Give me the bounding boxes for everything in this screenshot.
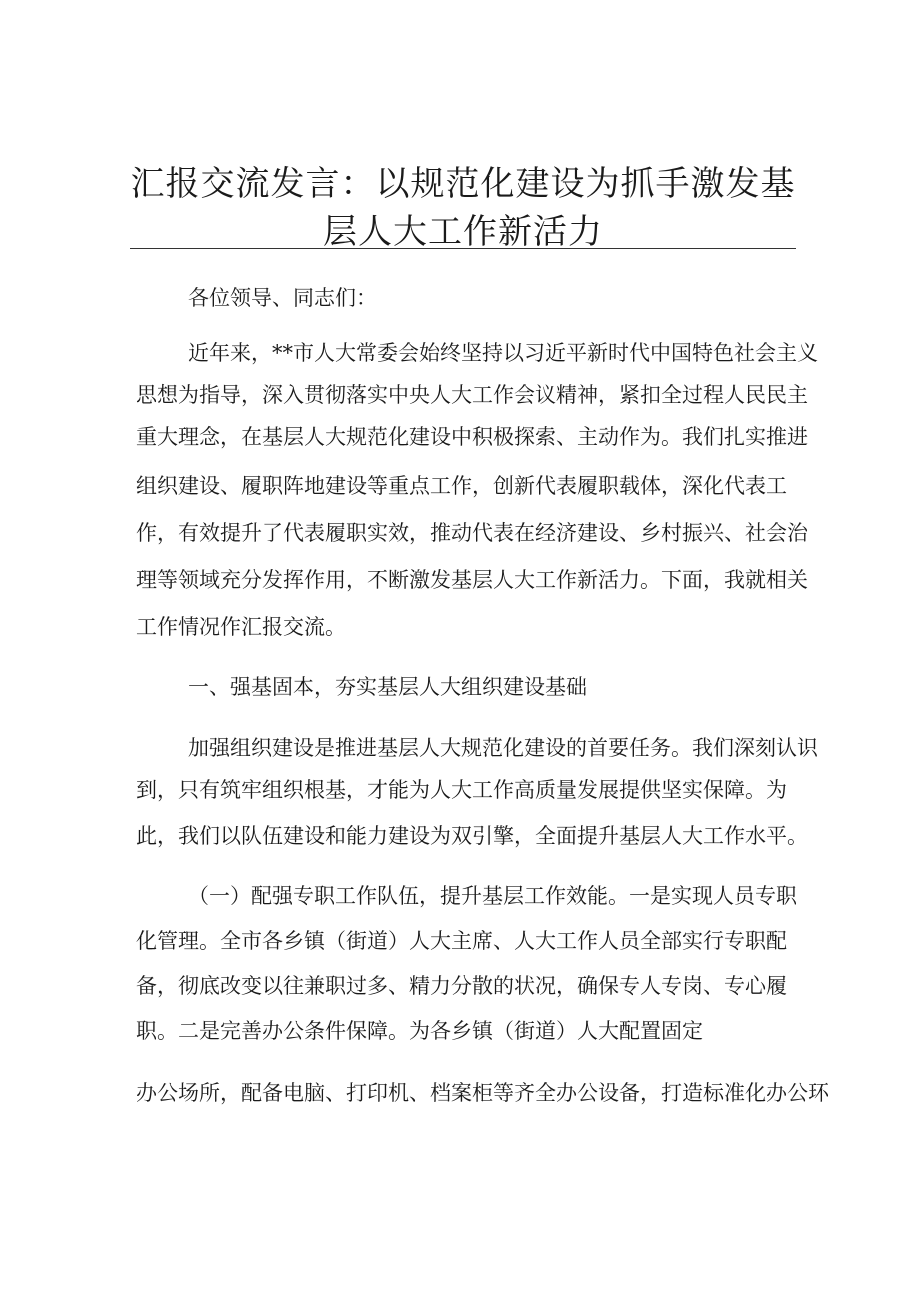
document-title-line-2: 层人大工作新活力 (323, 212, 603, 252)
paragraph-3-line: 化管理。全市各乡镇（街道）人大主席、人大工作人员全部实行专职配 (136, 929, 787, 953)
greeting: 各位领导、同志们： (188, 286, 377, 310)
document-title-line-1: 汇报交流发言：以规范化建设为抓手激发基 (130, 164, 796, 204)
paragraph-3-line: 职。二是完善办公条件保障。为各乡镇（街道）人大配置固定 (136, 1019, 703, 1043)
paragraph-4-line: 办公场所，配备电脑、打印机、档案柜等齐全办公设备，打造标准化办公环 (136, 1081, 829, 1105)
paragraph-2-line: 到，只有筑牢组织根基，才能为人大工作高质量发展提供坚实保障。为 (136, 778, 787, 802)
paragraph-1-line: 组织建设、履职阵地建设等重点工作，创新代表履职载体，深化代表工 (136, 474, 787, 498)
section-heading-1: 一、强基固本，夯实基层人大组织建设基础 (188, 675, 587, 699)
paragraph-1-line: 近年来，**市人大常委会始终坚持以习近平新时代中国特色社会主义 (188, 341, 818, 365)
paragraph-3-line: 备，彻底改变以往兼职过多、精力分散的状况，确保专人专岗、专心履 (136, 974, 787, 998)
paragraph-3-line: （一）配强专职工作队伍，提升基层工作效能。一是实现人员专职 (188, 884, 797, 908)
paragraph-1-line: 理等领域充分发挥作用，不断激发基层人大工作新活力。下面，我就相关 (136, 568, 808, 592)
paragraph-1-line: 作，有效提升了代表履职实效，推动代表在经济建设、乡村振兴、社会治 (136, 521, 808, 545)
title-divider (130, 248, 796, 249)
paragraph-2-line: 此，我们以队伍建设和能力建设为双引擎，全面提升基层人大工作水平。 (136, 824, 808, 848)
paragraph-1-line: 工作情况作汇报交流。 (136, 615, 346, 639)
paragraph-1-line: 思想为指导，深入贯彻落实中央人大工作会议精神，紧扣全过程人民民主 (136, 383, 808, 407)
paragraph-1-line: 重大理念，在基层人大规范化建设中积极探索、主动作为。我们扎实推进 (136, 425, 808, 449)
paragraph-2-line: 加强组织建设是推进基层人大规范化建设的首要任务。我们深刻认识 (188, 736, 818, 760)
